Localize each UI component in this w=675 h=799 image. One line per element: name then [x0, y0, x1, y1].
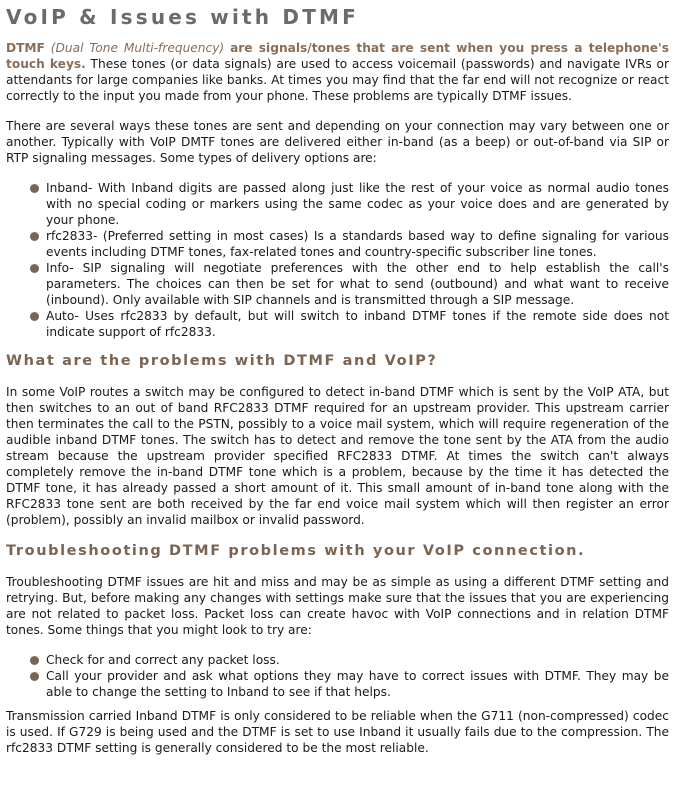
bullet-icon [30, 672, 39, 681]
intro-term: DTMF [6, 41, 45, 55]
list-item-text: Auto- Uses rfc2833 by default, but will switch to inband DTMF tones if the remote side does not indicate support of rfc2833. [46, 309, 669, 339]
problems-paragraph: In some VoIP routes a switch may be configured to detect in-band DTMF which is sent by the VoIP ATA, but then switches to an out of band RFC2833 DTMF required for an upstream provider. This upstream carrier then terminates the call to the PSTN, possibly to a voice mail system, which will require regeneration of the audible inband DTMF tones. The switch has to detect and remove the tone sent by the ATA from the audio stream because the upstream provider specified RFC2833 DTMF. At times the switch can't always completely remove the in-band DTMF tone which is a problem, because by the time it has detected the DTMF tone, it has already passed a short amount of it. This small amount of in-band tone along with the RFC2833 tone sent are both received by the far end voice mail system which will then register an error (problem), possibly an invalid mailbox or invalid password. [6, 385, 669, 527]
intro-highlight: are signals/tones that are sent when you press a telephone's touch keys. [6, 41, 669, 71]
delivery-paragraph: There are several ways these tones are sent and depending on your connection may vary between one or another. Typically with VoIP DMTF tones are delivered either in-band (as a beep) or out-of-band via SIP or RTP signaling messages. Some types of delivery options are: [6, 119, 669, 165]
list-item [30, 180, 669, 228]
bullet-icon [30, 312, 39, 321]
list-item-text: Check for and correct any packet loss. [46, 653, 280, 667]
intro-rest: These tones (or data signals) are used to access voicemail (passwords) and navigate IVRs or attendants for large companies like banks. At times you may find that the far end will not recognize or react correctly to the input you made from your phone. These problems are typically DTMF issues. [6, 57, 669, 103]
list-item [30, 668, 669, 700]
list-item [30, 308, 669, 340]
page-title: VoIP & Issues with DTMF [6, 5, 360, 29]
troubleshooting-paragraph: Troubleshooting DTMF issues are hit and miss and may be as simple as using a different DTMF setting and retrying. But, before making any changes with settings make sure that the issues that you are experiencing are not related to packet loss. Packet loss can create havoc with VoIP connections and in relation DTMF tones. Some things that you might look to try are: [6, 575, 669, 637]
list-item [30, 228, 669, 260]
troubleshooting-heading: Troubleshooting DTMF problems with your VoIP connection. [6, 543, 586, 559]
intro-expansion: (Dual Tone Multi-frequency) [50, 41, 225, 55]
intro-paragraph [6, 40, 669, 104]
bullet-icon [30, 184, 39, 193]
problems-heading: What are the problems with DTMF and VoIP? [6, 353, 438, 369]
list-item [30, 652, 669, 668]
list-item-text: Inband- With Inband digits are passed along just like the rest of your voice as normal audio tones with no special coding or markers using the same codec as your voice does and are generated by your phone. [46, 181, 669, 227]
troubleshooting-list [6, 652, 669, 700]
list-item-text: rfc2833- (Preferred setting in most cases) Is a standards based way to define signaling for various events including DTMF tones, fax-related tones and country-specific subscriber line tones. [46, 229, 669, 259]
bullet-icon [30, 656, 39, 665]
delivery-options-list [6, 180, 669, 340]
bullet-icon [30, 264, 39, 273]
list-item-text: Info- SIP signaling will negotiate preferences with the other end to help establish the call's parameters. The choices can then be set for what to send (outbound) and what want to receive (inbound). Only available with SIP channels and is transmitted through a SIP message. [46, 261, 669, 307]
closing-paragraph: Transmission carried Inband DTMF is only considered to be reliable when the G711 (non-compressed) codec is used. If G729 is being used and the DTMF is set to use Inband it usually fails due to the compression. The rfc2833 DTMF setting is generally considered to be the most reliable. [6, 709, 669, 755]
list-item [30, 260, 669, 308]
bullet-icon [30, 232, 39, 241]
list-item-text: Call your provider and ask what options they may have to correct issues with DTMF. They may be able to change the setting to Inband to see if that helps. [46, 669, 669, 699]
